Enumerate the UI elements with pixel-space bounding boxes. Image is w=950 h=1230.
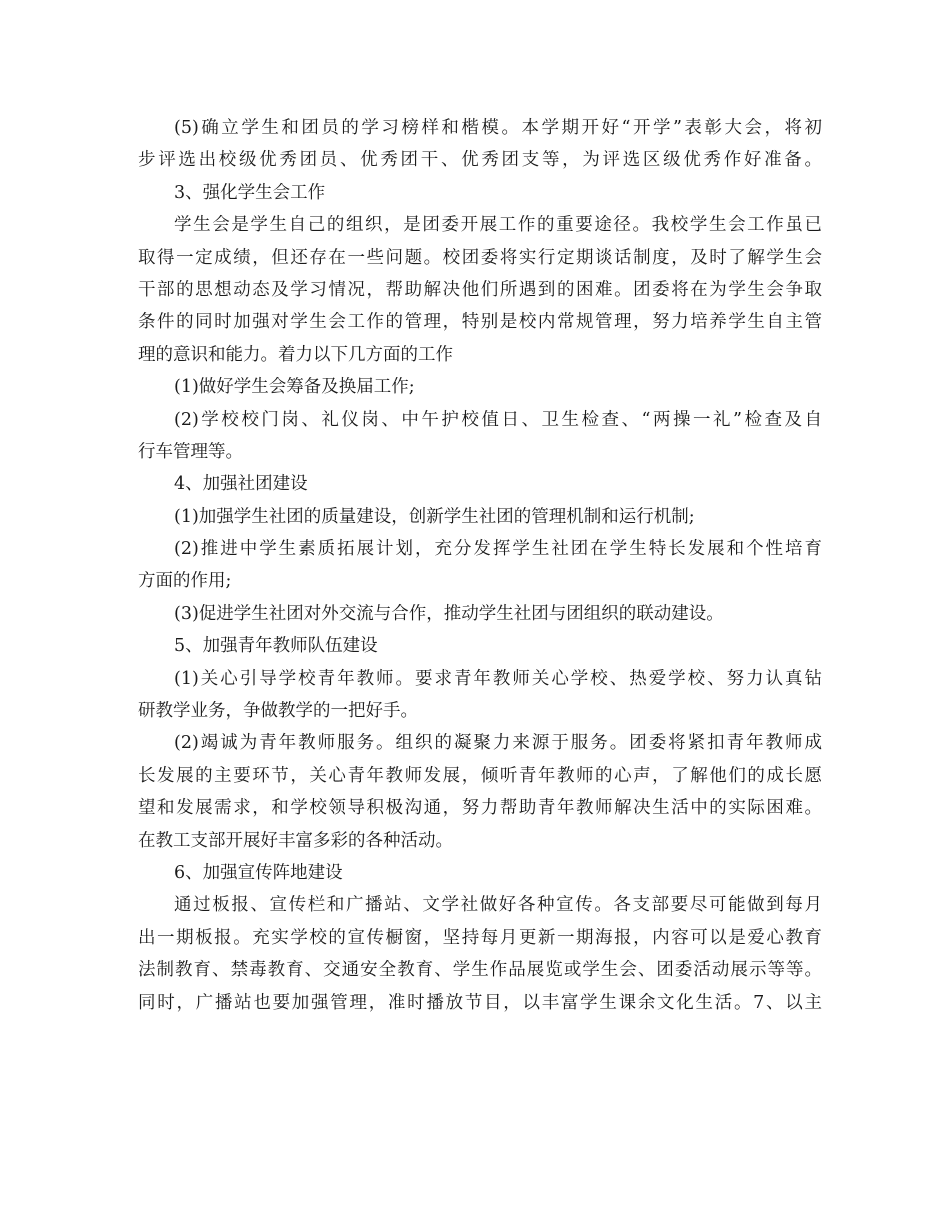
text-line: 学生会是学生自己的组织，是团委开展工作的重要途径。我校学生会工作虽已 bbox=[174, 215, 822, 236]
text-line: 研教学业务，争做教学的一把好手。 bbox=[138, 701, 418, 722]
text-line: 取得一定成绩，但还存在一些问题。校团委将实行定期谈话制度，及时了解学生会 bbox=[138, 247, 822, 268]
text-line: 干部的思想动态及学习情况，帮助解决他们所遇到的困难。团委将在为学生会争取 bbox=[138, 279, 822, 300]
text-line: 6、加强宣传阵地建设 bbox=[174, 862, 343, 883]
text-line: (1)加强学生社团的质量建设，创新学生社团的管理机制和运行机制; bbox=[174, 506, 695, 527]
text-line: 同时，广播站也要加强管理，准时播放节目，以丰富学生课余文化生活。7、以主 bbox=[138, 992, 822, 1013]
text-line: 长发展的主要环节，关心青年教师发展，倾听青年教师的心声，了解他们的成长愿 bbox=[138, 765, 822, 786]
text-line: 通过板报、宣传栏和广播站、文学社做好各种宣传。各支部要尽可能做到每月 bbox=[174, 895, 822, 916]
text-line: (1)做好学生会筹备及换届工作; bbox=[174, 377, 415, 398]
text-line: (3)促进学生社团对外交流与合作，推动学生社团与团组织的联动建设。 bbox=[174, 603, 724, 624]
text-line: 4、加强社团建设 bbox=[174, 474, 308, 495]
text-line: (2)竭诚为青年教师服务。组织的凝聚力来源于服务。团委将紧扣青年教师成 bbox=[174, 733, 822, 754]
text-line: 行车管理等。 bbox=[138, 441, 243, 462]
text-line: (2)推进中学生素质拓展计划，充分发挥学生社团在学生特长发展和个性培育 bbox=[174, 539, 822, 560]
text-line: 出一期板报。充实学校的宣传橱窗，坚持每月更新一期海报，内容可以是爱心教育 bbox=[138, 927, 822, 948]
document-body bbox=[138, 112, 822, 1019]
text-line: 方面的作用; bbox=[138, 571, 232, 592]
text-line: 步评选出校级优秀团员、优秀团干、优秀团支等，为评选区级优秀作好准备。 bbox=[138, 150, 822, 171]
text-line: 3、强化学生会工作 bbox=[174, 182, 326, 203]
text-line: (5)确立学生和团员的学习榜样和楷模。本学期开好“开学”表彰大会，将初 bbox=[174, 118, 822, 138]
text-line: 望和发展需求，和学校领导积极沟通，努力帮助青年教师解决生活中的实际困难。 bbox=[138, 798, 822, 819]
text-line: 在教工支部开展好丰富多彩的各种活动。 bbox=[138, 830, 453, 851]
text-line: 理的意识和能力。着力以下几方面的工作 bbox=[138, 344, 453, 365]
text-line: (1)关心引导学校青年教师。要求青年教师关心学校、热爱学校、努力认真钻 bbox=[174, 668, 822, 689]
text-line: 法制教育、禁毒教育、交通安全教育、学生作品展览或学生会、团委活动展示等等。 bbox=[138, 960, 822, 981]
text-line: (2)学校校门岗、礼仪岗、中午护校值日、卫生检查、“两操一礼”检查及自 bbox=[174, 409, 822, 430]
text-line: 5、加强青年教师队伍建设 bbox=[174, 636, 378, 657]
text-line: 条件的同时加强对学生会工作的管理，特别是校内常规管理，努力培养学生自主管 bbox=[138, 312, 822, 333]
